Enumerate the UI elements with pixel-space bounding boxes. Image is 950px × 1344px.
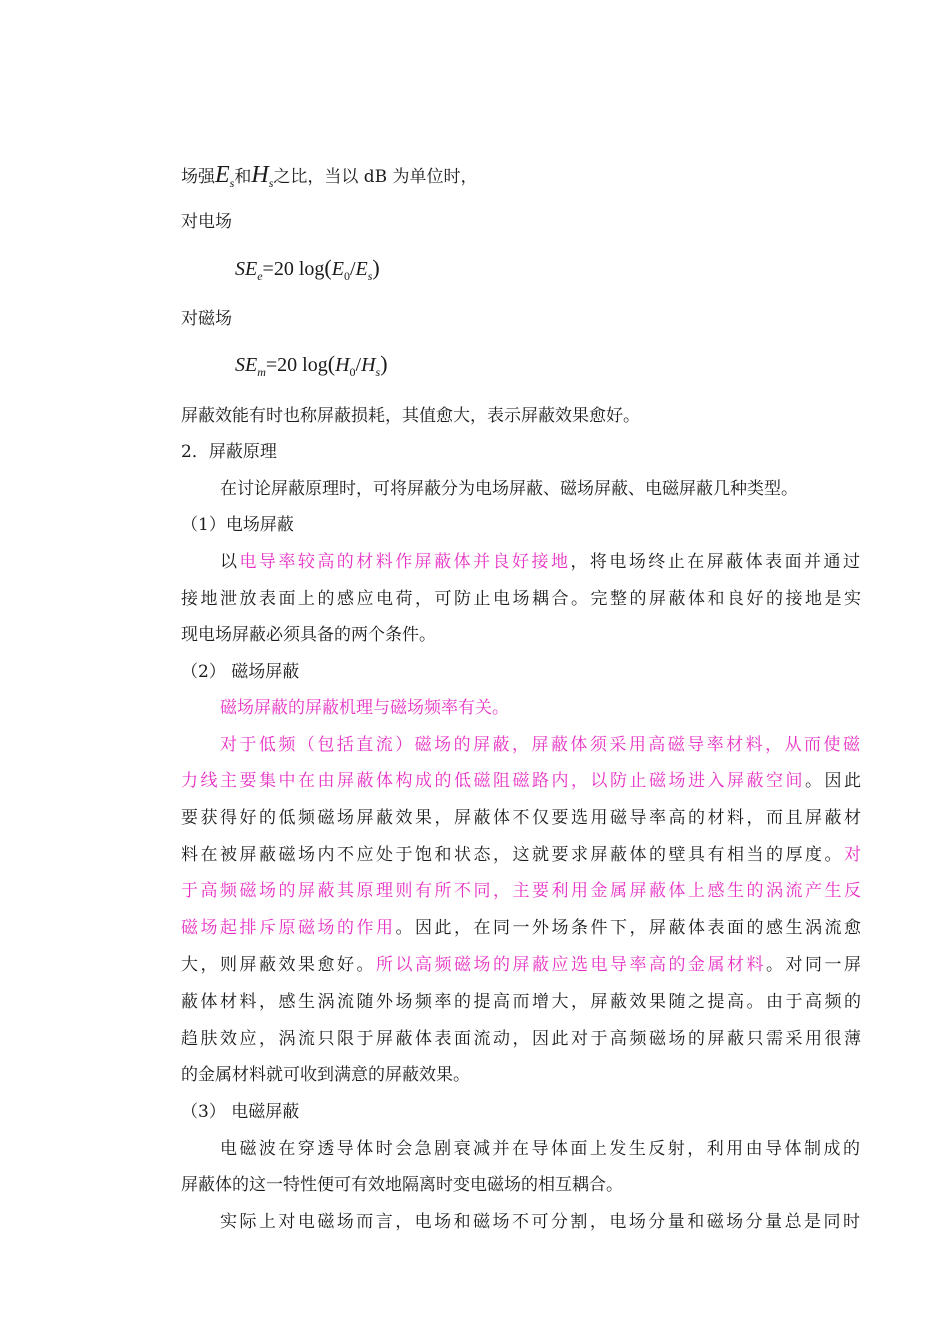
formula-num: E	[331, 258, 344, 280]
formula-eq: =20	[265, 354, 298, 376]
paragraph-line: 蔽体材料，感生涡流随外场频率的提高而增大，屏蔽效果随之提高。由于高频的	[181, 992, 861, 1012]
subsection-heading-electric: （1）电场屏蔽	[181, 515, 294, 535]
symbol-E: E	[215, 162, 230, 188]
paragraph-line: 屏蔽体的这一特性便可有效地隔离时变电磁场的相互耦合。	[181, 1175, 623, 1195]
paragraph-line: 磁场屏蔽的屏蔽机理与磁场频率有关。	[220, 698, 509, 718]
subsection-heading-magnetic: （2） 磁场屏蔽	[181, 662, 300, 682]
paragraph-line: 现电场屏蔽必须具备的两个条件。	[181, 625, 436, 645]
paragraph-line	[181, 769, 861, 793]
intro-prefix: 场强	[181, 167, 215, 187]
subsection-heading-electromagnetic: （3） 电磁屏蔽	[181, 1102, 300, 1122]
paragraph-line: 接地泄放表面上的感应电荷，可防止电场耦合。完整的屏蔽体和良好的接地是实	[181, 589, 861, 609]
paragraph-line: 的金属材料就可收到满意的屏蔽效果。	[181, 1065, 470, 1085]
highlight-span: 对	[844, 845, 861, 865]
formula-lhs: SE	[235, 258, 258, 280]
formula-lhs-sub: e	[257, 269, 263, 283]
text-span: 以	[220, 552, 240, 572]
paragraph-line	[181, 843, 861, 867]
highlight-span: 力线主要集中在由屏蔽体构成的低磁阻磁路内，以防止磁场进入屏蔽空间	[181, 771, 805, 791]
paragraph-line	[181, 916, 861, 940]
text-span: 。因此，在同一外场条件下，屏蔽体表面的感生涡流愈	[395, 918, 861, 938]
intro-suffix: 之比，当以 dB 为单位时，	[273, 167, 478, 187]
formula-lhs: SE	[235, 354, 258, 376]
magnetic-heading: 对磁场	[181, 309, 232, 329]
section-intro: 在讨论屏蔽原理时，可将屏蔽分为电场屏蔽、磁场屏蔽、电磁屏蔽几种类型。	[220, 479, 798, 499]
formula-den-sub: s	[367, 269, 373, 283]
section-heading-principle: 2．屏蔽原理	[181, 442, 277, 462]
text-span: 料在被屏蔽磁场内不应处于饱和状态，这就要求屏蔽体的壁具有相当的厚度。	[181, 845, 844, 865]
formula-log: log	[298, 258, 325, 280]
symbol-E-sub: s	[229, 176, 235, 190]
paragraph-line: 电磁波在穿透导体时会急剧衰减并在导体面上发生反射，利用由导体制成的	[220, 1139, 860, 1159]
paragraph-line: 对于低频（包括直流）磁场的屏蔽，屏蔽体须采用高磁导率材料，从而使磁	[220, 735, 860, 755]
symbol-H: H	[251, 162, 269, 188]
text-span: ，将电场终止在屏蔽体表面并通过	[570, 552, 860, 572]
formula-num-sub: 0	[343, 269, 350, 283]
formula-den: E	[355, 258, 368, 280]
formula-lparen: (	[324, 255, 332, 280]
text-span: 。因此	[805, 771, 861, 791]
electric-formula	[235, 256, 380, 283]
paragraph-line: 趋肤效应，涡流只限于屏蔽体表面流动，因此对于高频磁场的屏蔽只需采用很薄	[181, 1029, 861, 1049]
intro-line	[181, 163, 478, 190]
symbol-H-sub: s	[268, 176, 274, 190]
formula-rparen: )	[372, 255, 380, 280]
formula-slash: /	[349, 258, 356, 280]
formula-log: log	[302, 354, 328, 376]
formula-den: H	[361, 354, 376, 376]
paragraph-line	[181, 953, 861, 977]
formula-num: H	[335, 354, 350, 376]
paragraph-line: 实际上对电磁场而言，电场和磁场不可分割，电场分量和磁场分量总是同时	[220, 1212, 860, 1232]
intro-and: 和	[234, 167, 252, 187]
highlight-span: 磁场起排斥原磁场的作用	[181, 918, 396, 938]
formula-slash: /	[355, 354, 362, 376]
magnetic-formula	[235, 352, 388, 379]
effectiveness-note: 屏蔽效能有时也称屏蔽损耗，其值愈大，表示屏蔽效果愈好。	[181, 406, 640, 426]
paragraph-line	[220, 550, 860, 574]
formula-den-sub: s	[375, 365, 381, 379]
paragraph-line: 于高频磁场的屏蔽其原理则有所不同，主要利用金属屏蔽体上感生的涡流产生反	[181, 881, 861, 901]
formula-eq: =20	[262, 258, 294, 280]
highlight-span: 所以高频磁场的屏蔽应选电导率高的金属材料	[376, 955, 766, 975]
paragraph-line: 要获得好的低频磁场屏蔽效果，屏蔽体不仅要选用磁导率高的材料，而且屏蔽材	[181, 808, 861, 828]
formula-num-sub: 0	[349, 365, 356, 379]
formula-lparen: (	[327, 351, 336, 376]
formula-rparen: )	[380, 351, 388, 376]
electric-heading: 对电场	[181, 212, 232, 232]
text-span: 。对同一屏	[766, 955, 861, 975]
formula-lhs-sub: m	[257, 365, 266, 379]
highlight-span: 电导率较高的材料作屏蔽体并良好接地	[239, 552, 571, 572]
text-span: 大，则屏蔽效果愈好。	[181, 955, 376, 975]
